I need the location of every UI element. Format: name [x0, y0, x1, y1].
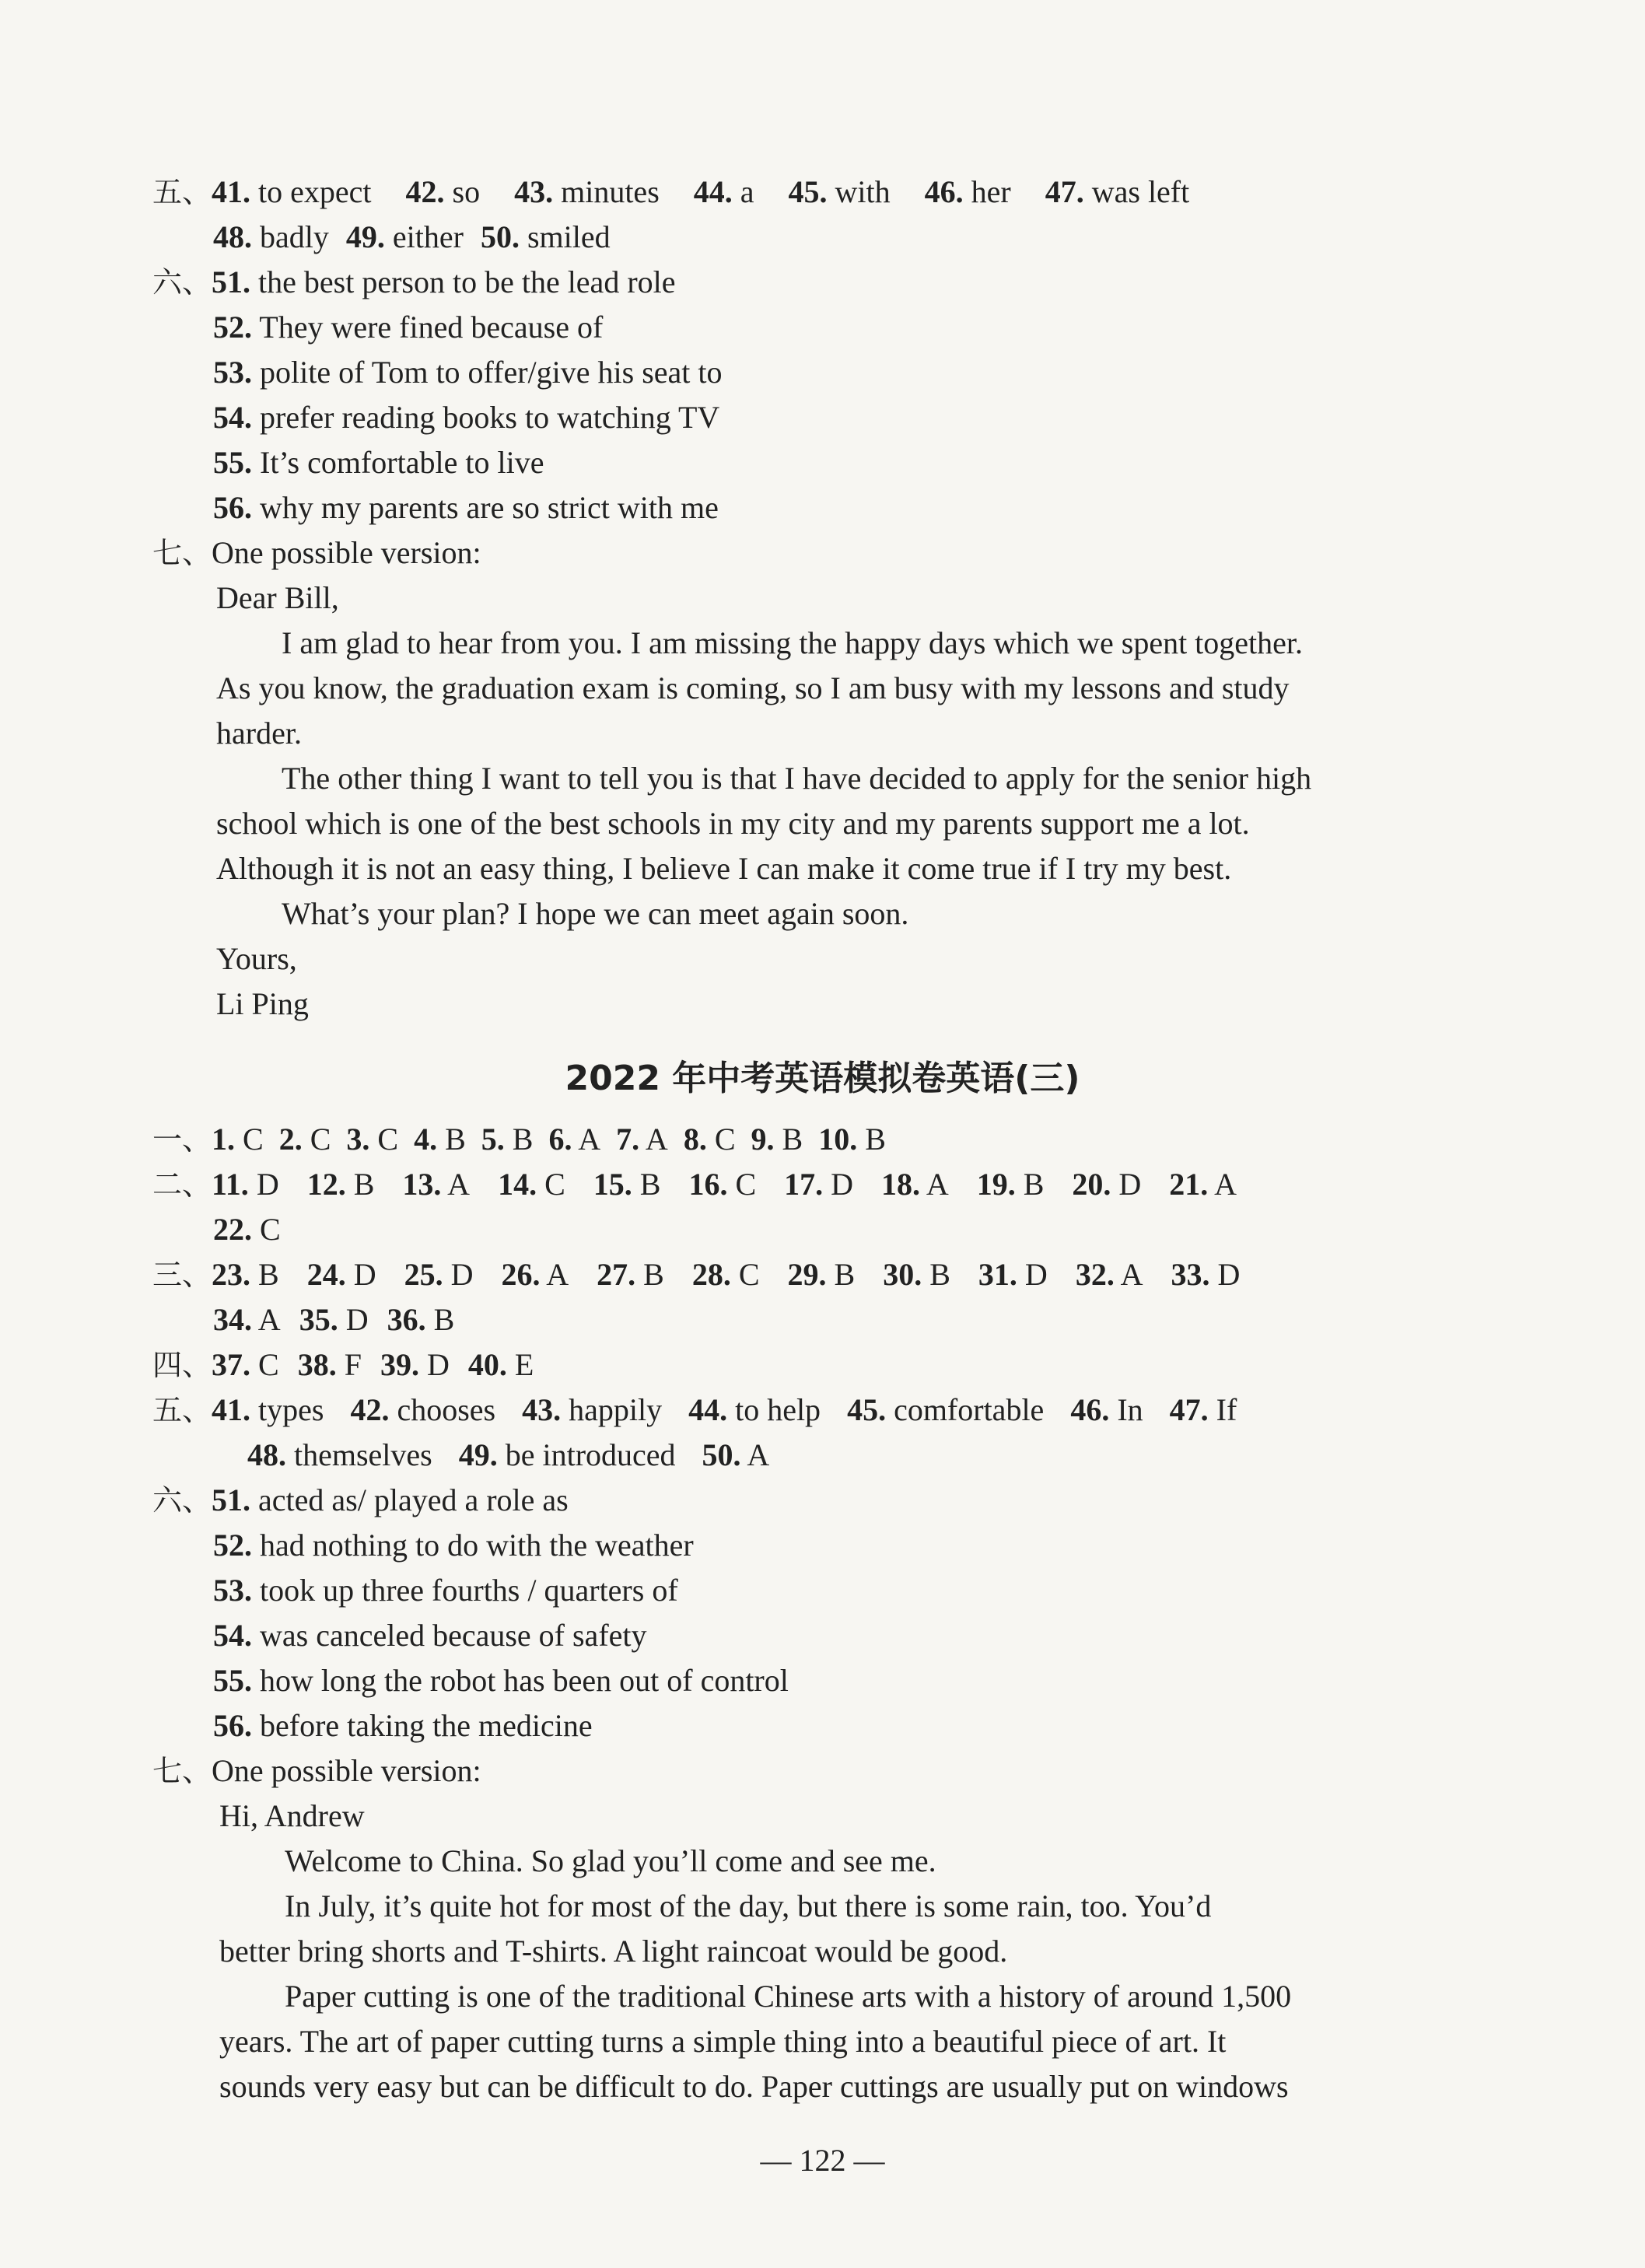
answer-text: with [827, 174, 891, 209]
question-number: 47. [1169, 1392, 1209, 1427]
answer-text: her [963, 174, 1011, 209]
s1-liu-item [213, 485, 719, 530]
answer-item [213, 1663, 789, 1698]
answer-text: C [235, 1122, 264, 1157]
answer-text: acted as/ played a role as [250, 1482, 569, 1517]
answer-text: a [732, 174, 754, 209]
question-number: 55. [213, 445, 252, 480]
question-number: 11. [212, 1167, 249, 1202]
section-marker: 五、 [152, 1393, 212, 1427]
question-number: 48. [247, 1437, 286, 1472]
question-number: 19. [976, 1167, 1016, 1202]
question-number: 51. [212, 1482, 251, 1517]
answer-item [1076, 1257, 1143, 1292]
answer-item [481, 1122, 534, 1157]
s1-liu-item [213, 305, 603, 350]
answer-text: B [250, 1257, 279, 1292]
answer-item [481, 219, 611, 254]
s1-liu-item [213, 395, 719, 440]
question-number: 27. [597, 1257, 636, 1292]
answer-item [406, 174, 481, 209]
question-number: 17. [784, 1167, 824, 1202]
answer-text: D [823, 1167, 854, 1202]
s2-qi-intro [152, 1748, 481, 1794]
section-marker: 五、 [152, 175, 212, 209]
question-number: 45. [788, 174, 828, 209]
s2-liu-item [213, 1658, 789, 1703]
question-number: 46. [1070, 1392, 1110, 1427]
question-number: 34. [213, 1302, 252, 1337]
letter-greeting: Dear Bill, [216, 580, 339, 615]
answer-text: B [425, 1302, 455, 1337]
s1-liu-item [213, 350, 723, 395]
letter-text: sounds very easy but can be difficult to do. Paper cuttings are usually put on windows [219, 2069, 1289, 2104]
intro-text: One possible version: [212, 535, 481, 570]
answer-item [459, 1437, 676, 1472]
letter-text: In July, it’s quite hot for most of the day, but there is some rain, too. You’d [285, 1888, 1212, 1923]
letter-text: As you know, the graduation exam is coming, so I am busy with my lessons and study [216, 670, 1290, 705]
question-number: 50. [702, 1437, 741, 1472]
answer-text: D [248, 1167, 279, 1202]
question-number: 30. [883, 1257, 922, 1292]
answer-text: B [504, 1122, 534, 1157]
answer-item [299, 1302, 369, 1337]
answer-text: B [1015, 1167, 1045, 1202]
answer-text: A [252, 1302, 281, 1337]
answer-text: They were fined because of [252, 310, 604, 345]
answer-text: smiled [519, 219, 611, 254]
answer-item [213, 445, 544, 480]
answer-text: B [857, 1122, 886, 1157]
answer-item [688, 1167, 756, 1202]
section-marker: 四、 [152, 1348, 212, 1382]
question-number: 50. [480, 219, 520, 254]
answer-item [213, 1708, 593, 1743]
answer-item [213, 1302, 281, 1337]
question-number: 25. [404, 1257, 443, 1292]
answer-text: A [920, 1167, 949, 1202]
answer-item [404, 1257, 474, 1292]
answer-text: prefer reading books to watching TV [252, 400, 720, 435]
question-number: 4. [414, 1122, 438, 1157]
question-number: 3. [346, 1122, 370, 1157]
answer-text: C [730, 1257, 760, 1292]
answer-text: types [250, 1392, 324, 1427]
question-number: 43. [514, 174, 554, 209]
section-marker: 三、 [152, 1258, 212, 1292]
section-marker: 二、 [152, 1167, 212, 1202]
answer-text: B [922, 1257, 950, 1292]
question-number: 24. [306, 1257, 346, 1292]
answer-item [213, 400, 719, 435]
answer-text: polite of Tom to offer/give his seat to [252, 355, 723, 390]
letter-text: I am glad to hear from you. I am missing the happy days which we spent together. [282, 625, 1304, 660]
answer-text: C [537, 1167, 565, 1202]
answer-item [978, 1257, 1048, 1292]
question-number: 22. [213, 1212, 252, 1247]
answer-item [213, 1573, 678, 1608]
question-number: 21. [1169, 1167, 1209, 1202]
question-number: 37. [212, 1347, 251, 1382]
question-number: 6. [548, 1122, 572, 1157]
answer-item [212, 1167, 279, 1202]
question-number: 54. [213, 1618, 252, 1653]
s2-liu-item [213, 1568, 678, 1613]
question-number: 42. [405, 174, 445, 209]
answer-text: D [443, 1257, 474, 1292]
s1-liu-row [152, 260, 676, 305]
answer-text: either [384, 219, 464, 254]
question-number: 14. [498, 1167, 537, 1202]
letter-text: school which is one of the best schools in my city and my parents support me a lot. [216, 806, 1250, 841]
section-marker: 七、 [152, 536, 212, 570]
answer-text: so [444, 174, 481, 209]
question-number: 52. [213, 1528, 252, 1563]
answer-item [498, 1167, 565, 1202]
question-number: 23. [212, 1257, 251, 1292]
answer-text: A [540, 1257, 569, 1292]
answer-item [501, 1257, 569, 1292]
answer-item [1171, 1257, 1241, 1292]
answer-item [847, 1392, 1044, 1427]
answer-item [818, 1122, 886, 1157]
answer-text: comfortable [886, 1392, 1045, 1427]
answer-item [548, 1122, 600, 1157]
answer-text: minutes [553, 174, 660, 209]
answer-text: took up three fourths / quarters of [252, 1573, 678, 1608]
question-number: 44. [688, 1392, 728, 1427]
answer-item [616, 1122, 668, 1157]
question-number: 47. [1045, 174, 1084, 209]
question-number: 5. [481, 1122, 505, 1157]
question-number: 1. [212, 1122, 236, 1157]
intro-text: One possible version: [212, 1753, 481, 1788]
answer-item [346, 219, 464, 254]
question-number: 51. [212, 264, 251, 299]
s2-liu-item [213, 1613, 647, 1658]
answer-item [212, 1392, 324, 1427]
answer-text: A [740, 1437, 770, 1472]
question-number: 41. [212, 174, 251, 209]
answer-item [380, 1347, 450, 1382]
question-number: 42. [350, 1392, 390, 1427]
section-marker: 七、 [152, 1754, 212, 1788]
answer-item [307, 1257, 376, 1292]
s2-wu-row1 [152, 1388, 1237, 1433]
answer-item [925, 174, 1011, 209]
answer-item [1070, 1392, 1143, 1427]
letter-text: Welcome to China. So glad you’ll come and see me. [285, 1843, 936, 1878]
question-number: 53. [213, 355, 252, 390]
answer-item [212, 1482, 569, 1517]
answer-text: badly [252, 219, 329, 254]
answer-text: to expect [250, 174, 372, 209]
answer-text: happily [561, 1392, 663, 1427]
question-number: 44. [693, 174, 733, 209]
section-marker: 一、 [152, 1122, 212, 1157]
letter-greeting: Hi, Andrew [219, 1798, 365, 1833]
question-number: 49. [345, 219, 385, 254]
answer-text: B [774, 1122, 803, 1157]
answer-text: D [1017, 1257, 1048, 1292]
answer-item [881, 1167, 949, 1202]
question-number: 33. [1171, 1257, 1210, 1292]
answer-text: C [706, 1122, 736, 1157]
letter-signature: Li Ping [216, 986, 309, 1021]
answer-text: E [506, 1347, 534, 1382]
question-number: 15. [593, 1167, 632, 1202]
answer-item [1045, 174, 1190, 209]
question-number: 45. [847, 1392, 887, 1427]
answer-item [213, 1212, 281, 1247]
answer-text: A [572, 1122, 601, 1157]
answer-item [346, 1122, 398, 1157]
answer-text: In [1109, 1392, 1143, 1427]
answer-item [212, 1257, 279, 1292]
answer-text: D [345, 1257, 376, 1292]
question-number: 20. [1072, 1167, 1111, 1202]
letter-text: years. The art of paper cutting turns a simple thing into a beautiful piece of art. It [219, 2024, 1227, 2059]
answer-text: C [369, 1122, 399, 1157]
question-number: 38. [297, 1347, 337, 1382]
answer-text: B [826, 1257, 856, 1292]
answer-text: C [727, 1167, 757, 1202]
s2-yi-row [152, 1117, 886, 1162]
answer-text: had nothing to do with the weather [252, 1528, 694, 1563]
answer-item [883, 1257, 950, 1292]
answer-text: D [1209, 1257, 1241, 1292]
answer-item [307, 1167, 375, 1202]
letter-text: better bring shorts and T-shirts. A light raincoat would be good. [219, 1934, 1008, 1969]
answer-item [593, 1167, 661, 1202]
question-number: 52. [213, 310, 252, 345]
letter-text: What’s your plan? I hope we can meet again soon. [282, 896, 909, 931]
answer-item [350, 1392, 495, 1427]
answer-item [402, 1167, 470, 1202]
answer-text: A [1114, 1257, 1143, 1292]
section-title: 2022 年中考英语模拟卷英语(三) [565, 1059, 1080, 1098]
s1-qi-intro [152, 530, 481, 576]
answer-item [468, 1347, 534, 1382]
question-number: 29. [787, 1257, 827, 1292]
question-number: 39. [380, 1347, 419, 1382]
answer-text: before taking the medicine [252, 1708, 593, 1743]
answer-item [213, 310, 603, 345]
question-number: 43. [522, 1392, 562, 1427]
answer-item [684, 1122, 736, 1157]
question-number: 46. [924, 174, 964, 209]
question-number: 49. [458, 1437, 498, 1472]
question-number: 56. [213, 490, 252, 525]
letter-text: harder. [216, 716, 302, 751]
question-number: 35. [299, 1302, 338, 1337]
answer-item [212, 264, 675, 299]
s1-liu-item [213, 440, 544, 485]
s2-san-row2 [213, 1297, 454, 1342]
answer-item [789, 174, 891, 209]
answer-item [694, 174, 754, 209]
answer-text: chooses [389, 1392, 496, 1427]
answer-text: F [336, 1347, 362, 1382]
answer-text: B [632, 1167, 661, 1202]
question-number: 10. [818, 1122, 858, 1157]
answer-item [514, 174, 660, 209]
answer-item [298, 1347, 362, 1382]
answer-text: how long the robot has been out of control [252, 1663, 789, 1698]
answer-item [212, 174, 372, 209]
answer-item [212, 1122, 264, 1157]
answer-item [977, 1167, 1045, 1202]
answer-item [522, 1392, 662, 1427]
question-number: 8. [683, 1122, 707, 1157]
answer-item [688, 1392, 821, 1427]
letter-text: The other thing I want to tell you is that I have decided to apply for the senior high [282, 761, 1312, 796]
answer-item [213, 219, 329, 254]
answer-item [279, 1122, 331, 1157]
answer-item [212, 1347, 279, 1382]
answer-text: was canceled because of safety [252, 1618, 647, 1653]
question-number: 53. [213, 1573, 252, 1608]
answer-text: A [1208, 1167, 1237, 1202]
answer-text: C [250, 1347, 279, 1382]
answer-item [387, 1302, 455, 1337]
letter-text: Although it is not an easy thing, I believe I can make it come true if I try my best. [216, 851, 1232, 886]
s1-wu-row2 [213, 215, 611, 260]
answer-text: the best person to be the lead role [250, 264, 676, 299]
s2-wu-row2 [247, 1433, 769, 1478]
question-number: 54. [213, 400, 252, 435]
question-number: 48. [213, 219, 252, 254]
question-number: 7. [616, 1122, 640, 1157]
question-number: 16. [688, 1167, 728, 1202]
answer-item [414, 1122, 466, 1157]
letter-text: Paper cutting is one of the traditional Chinese arts with a history of around 1,500 [285, 1979, 1292, 2014]
answer-item [692, 1257, 760, 1292]
question-number: 55. [213, 1663, 252, 1698]
answer-text: to help [727, 1392, 821, 1427]
question-number: 28. [691, 1257, 731, 1292]
answer-item [597, 1257, 664, 1292]
s1-wu-row1 [152, 170, 1189, 215]
answer-item [213, 490, 719, 525]
s2-liu-item [213, 1703, 593, 1748]
answer-item [1072, 1167, 1141, 1202]
answer-text: B [635, 1257, 664, 1292]
question-number: 2. [278, 1122, 303, 1157]
answer-item [213, 355, 723, 390]
answer-item [788, 1257, 856, 1292]
question-number: 18. [881, 1167, 921, 1202]
answer-item [784, 1167, 853, 1202]
question-number: 9. [751, 1122, 775, 1157]
answer-text: C [252, 1212, 281, 1247]
s2-er-row1 [152, 1162, 1237, 1207]
answer-text: why my parents are so strict with me [252, 490, 719, 525]
question-number: 40. [467, 1347, 507, 1382]
answer-text: A [639, 1122, 668, 1157]
page-number: — 122 — [760, 2143, 885, 2178]
question-number: 56. [213, 1708, 252, 1743]
answer-text: It’s comfortable to live [252, 445, 544, 480]
s2-san-row1 [152, 1252, 1240, 1297]
s2-liu-item [213, 1523, 694, 1568]
question-number: 26. [501, 1257, 541, 1292]
answer-text: B [437, 1122, 466, 1157]
answer-text: A [441, 1167, 471, 1202]
answer-text: C [302, 1122, 331, 1157]
section-marker: 六、 [152, 265, 212, 299]
answer-text: themselves [286, 1437, 432, 1472]
answer-item [751, 1122, 803, 1157]
letter-closing: Yours, [216, 941, 297, 976]
answer-text: D [418, 1347, 450, 1382]
answer-item [1169, 1167, 1237, 1202]
question-number: 36. [387, 1302, 426, 1337]
answer-text: If [1208, 1392, 1237, 1427]
answer-item [213, 1618, 647, 1653]
s2-er-row2 [213, 1207, 281, 1252]
answer-text: was left [1083, 174, 1190, 209]
s2-liu-row [152, 1478, 569, 1523]
question-number: 12. [306, 1167, 346, 1202]
question-number: 32. [1075, 1257, 1115, 1292]
answer-item [702, 1437, 770, 1472]
question-number: 31. [978, 1257, 1017, 1292]
answer-text: B [345, 1167, 375, 1202]
answer-text: D [1111, 1167, 1142, 1202]
section-marker: 六、 [152, 1483, 212, 1517]
answer-item [213, 1528, 694, 1563]
answer-text: be introduced [497, 1437, 676, 1472]
question-number: 41. [212, 1392, 251, 1427]
answer-item [247, 1437, 432, 1472]
answer-item [1170, 1392, 1237, 1427]
answer-text: D [338, 1302, 369, 1337]
question-number: 13. [402, 1167, 442, 1202]
s2-si-row [152, 1342, 534, 1388]
